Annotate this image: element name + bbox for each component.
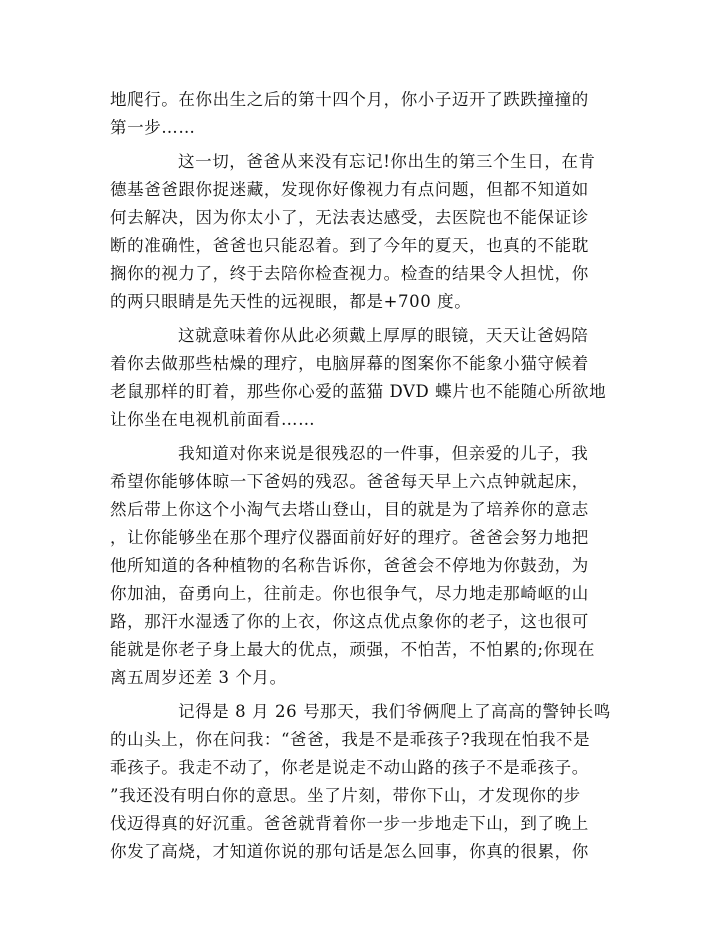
paragraph-2-line-5: 搁你的视力了，终于去陪你检查视力。检查的结果令人担忧，你 [110, 264, 589, 283]
paragraph-2-line-1: 这一切，爸爸从来没有忘记!你出生的第三个生日，在肯 [178, 152, 596, 171]
paragraph-2-line-3: 何去解决，因为你太小了，无法表达感受，去医院也不能保证诊 [110, 208, 589, 227]
paragraph-2-line-6: 的两只眼睛是先天性的远视眼，都是+700 度。 [110, 292, 472, 311]
paragraph-2-line-2: 德基爸爸跟你捉迷藏，发现你好像视力有点问题，但都不知道如 [110, 180, 589, 199]
paragraph-4-line-1: 我知道对你来说是很残忍的一件事，但亲爱的儿子，我 [178, 444, 589, 463]
paragraph-3-line-3: 老鼠那样的盯着，那些你心爱的蓝猫 DVD 蝶片也不能随心所欲地 [110, 382, 607, 401]
paragraph-1-line-1: 地爬行。在你出生之后的第十四个月，你小子迈开了跌跌撞撞的 [110, 90, 589, 109]
paragraph-5-line-2: 的山头上，你在问我：“爸爸，我是不是乖孩子?我现在怕我不是 [110, 730, 591, 749]
paragraph-4-line-3: 然后带上你这个小淘气去塔山登山，目的就是为了培养你的意志 [110, 500, 589, 519]
paragraph-4-line-9: 离五周岁还差 3 个月。 [110, 668, 287, 687]
paragraph-4-line-2: 希望你能够体晾一下爸妈的残忍。爸爸每天早上六点钟就起床， [110, 472, 589, 491]
paragraph-4-line-4: ，让你能够坐在那个理疗仪器面前好好的理疗。爸爸会努力地把 [110, 528, 589, 547]
paragraph-4-line-6: 你加油，奋勇向上，往前走。你也很争气，尽力地走那崎岖的山 [110, 584, 589, 603]
paragraph-2-line-4: 断的准确性，爸爸也只能忍着。到了今年的夏天，也真的不能耽 [110, 236, 589, 255]
paragraph-3-line-2: 着你去做那些枯燥的理疗，电脑屏幕的图案你不能象小猫守候着 [110, 354, 589, 373]
paragraph-5-line-3: 乖孩子。我走不动了，你老是说走不动山路的孩子不是乖孩子。 [110, 758, 589, 777]
paragraph-4-line-5: 他所知道的各种植物的名称告诉你，爸爸会不停地为你鼓劲，为 [110, 556, 589, 575]
paragraph-5-line-4: ”我还没有明白你的意思。坐了片刻，带你下山，才发现你的步 [110, 786, 581, 805]
paragraph-4-line-8: 能就是你老子身上最大的优点，顽强，不怕苦，不怕累的;你现在 [110, 640, 595, 659]
paragraph-4-line-7: 路，那汗水湿透了你的上衣，你这点优点象你的老子，这也很可 [110, 612, 589, 631]
paragraph-3-line-4: 让你坐在电视机前面看…… [110, 410, 316, 429]
paragraph-5-line-6: 你发了高烧，才知道你说的那句话是怎么回事，你真的很累，你 [110, 842, 589, 861]
paragraph-3-line-1: 这就意味着你从此必须戴上厚厚的眼镜，天天让爸妈陪 [178, 326, 589, 345]
paragraph-1-line-2: 第一步…… [110, 118, 196, 137]
paragraph-5-line-1: 记得是 8 月 26 号那天，我们爷俩爬上了高高的警钟长鸣 [178, 702, 611, 721]
paragraph-5-line-5: 伐迈得真的好沉重。爸爸就背着你一步一步地走下山，到了晚上 [110, 814, 589, 833]
